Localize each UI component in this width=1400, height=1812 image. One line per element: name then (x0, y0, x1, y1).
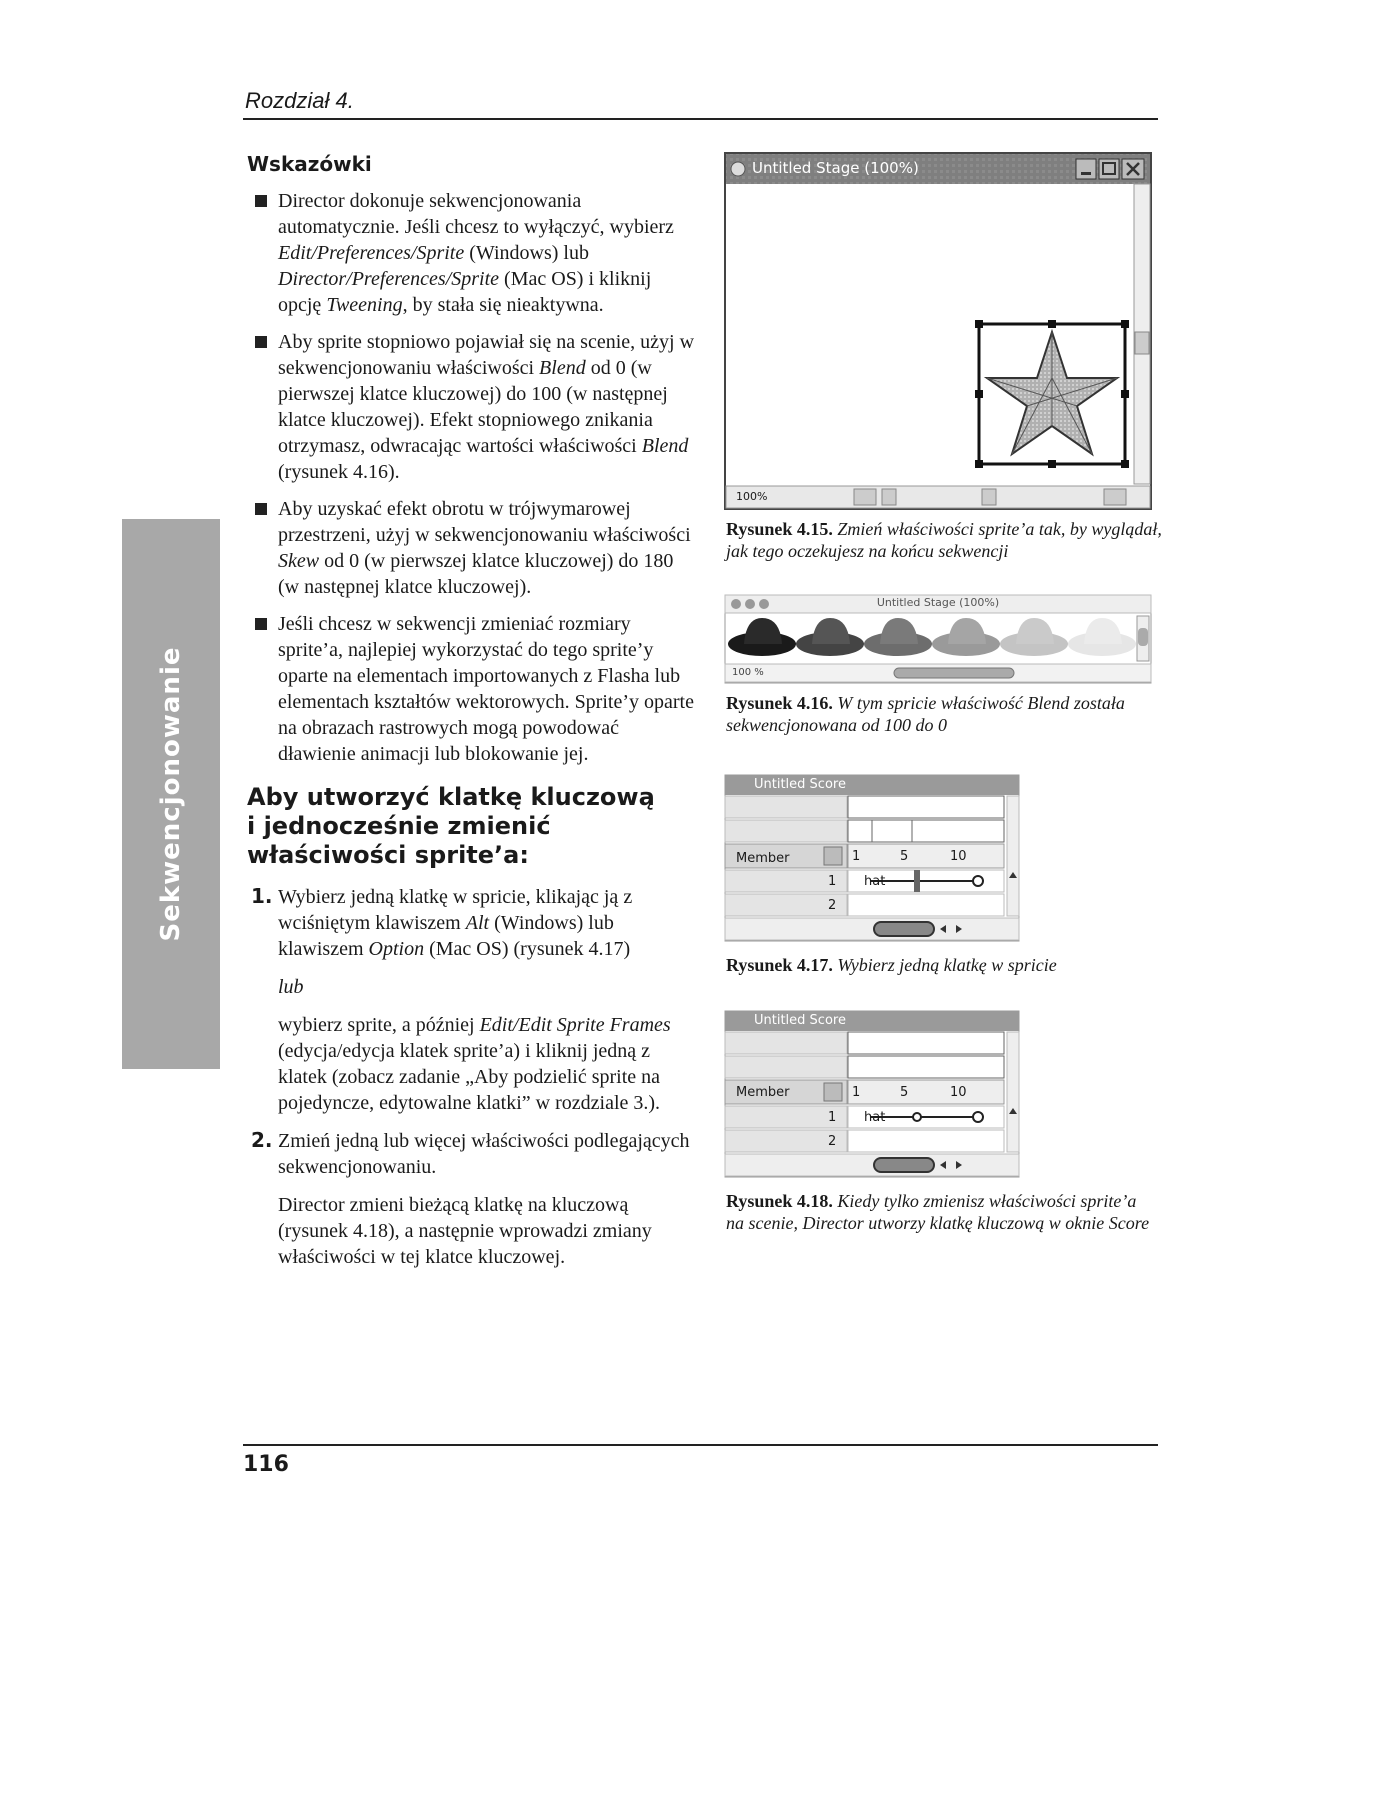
figure-4-17-caption (726, 954, 1166, 976)
step-item (247, 1128, 697, 1270)
text-run: (Windows) lub (464, 242, 589, 264)
step-number: 2. (251, 1128, 273, 1152)
caption-text: Kiedy tylko zmienisz właściwości sprite’a na scenie, Director utworzy klatkę kluczową w oknie Score (726, 1191, 1150, 1233)
window-title: Untitled Score (754, 777, 846, 792)
text-run: Zmień jedną lub więcej właściwości podlegających sekwencjonowaniu. (278, 1130, 690, 1178)
tips-list (247, 188, 697, 767)
task-heading (247, 783, 697, 870)
figure-4-15-caption (726, 518, 1166, 562)
italic-run: Edit/Preferences/Sprite (278, 242, 465, 264)
caption-label: Rysunek 4.18. (726, 1191, 833, 1211)
zoom-dropdown-button[interactable] (854, 489, 876, 505)
horizontal-scrollbar[interactable] (894, 668, 1014, 678)
footer-rule (243, 1444, 1158, 1446)
text-run: (edycja/edycja klatek sprite’a) i kliknij jedną z klatek (zobacz zadanie „Aby podzielić sprite na pojedyncze, edytowalne klatki” w rozdziale 3.). (278, 1040, 661, 1114)
member-label: Member (736, 851, 790, 866)
italic-run: Alt (465, 912, 490, 934)
step-paragraph (278, 1128, 697, 1180)
tip-item (247, 329, 697, 485)
text-run: Director zmieni bieżącą klatkę na kluczową (rysunek 4.18), a następnie wprowadzi zmiany właściwości w tej klatce kluczowej. (278, 1194, 652, 1268)
text-run: Jeśli chcesz w sekwencji zmieniać rozmiary sprite’a, najlepiej wykorzystać do tego sprite’y oparte na elementach importowanych z Flasha lub elementach kształtów wektorowych. Sprite’y oparte na obrazach rastrowych mogą powodować dławienie animacji lub blokowanie jej. (278, 613, 694, 765)
horizontal-scrollbar[interactable] (874, 922, 934, 936)
text-run: wybierz sprite, a później (278, 1014, 480, 1036)
close-button[interactable] (1122, 159, 1144, 179)
text-run: Aby uzyskać efekt obrotu w trójwymarowej przestrzeni, użyj w sekwencjonowaniu właściwości (278, 498, 691, 546)
task-heading-line: Aby utworzyć klatkę kluczową (247, 783, 655, 811)
figure-4-18-caption (726, 1190, 1156, 1234)
header-rule (243, 118, 1158, 120)
member-label: Member (736, 1085, 790, 1100)
tip-text (278, 613, 694, 765)
channel-number-1: 1 (828, 1110, 837, 1125)
bullet-square-icon (255, 195, 267, 207)
tip-text (278, 498, 691, 598)
horizontal-scrollbar[interactable] (874, 1158, 934, 1172)
section-side-tab (122, 519, 220, 1069)
page-number: 116 (243, 1452, 289, 1477)
frame-number-10: 10 (950, 849, 967, 864)
zoom-readout: 100 % (732, 667, 764, 678)
sprite-label: hat (864, 874, 886, 889)
text-run: (Mac OS) (rysunek 4.17) (424, 938, 631, 960)
bullet-square-icon (255, 336, 267, 348)
tip-item (247, 496, 697, 600)
step-paragraph (278, 1192, 697, 1270)
tips-heading: Wskazówki (247, 152, 372, 176)
bullet-square-icon (255, 618, 267, 630)
frame-number-1: 1 (852, 849, 861, 864)
text-run: (Windows) lub klawiszem (278, 912, 614, 960)
frame-number-5: 5 (900, 849, 909, 864)
channel-number-1: 1 (828, 874, 837, 889)
tip-item (247, 611, 697, 767)
tip-item (247, 188, 697, 318)
step-paragraph (278, 974, 697, 1000)
text-run: (Mac OS) i kliknij opcję (278, 268, 652, 316)
frame-number-1: 1 (852, 1085, 861, 1100)
tip-text (278, 190, 674, 316)
bullet-square-icon (255, 503, 267, 515)
italic-run: Edit/Edit Sprite Frames (479, 1014, 671, 1036)
italic-run: Option (368, 938, 425, 960)
figure-4-15-stage-window (724, 152, 1152, 510)
frame-number-5: 5 (900, 1085, 909, 1100)
tip-text (278, 331, 694, 483)
caption-text: Wybierz jedną klatkę w spricie (832, 955, 1057, 975)
caption-text: W tym spricie właściwość Blend została sekwencjonowana od 100 do 0 (726, 693, 1125, 735)
side-tab-label: Sekwencjonowanie (156, 646, 186, 942)
step-paragraph (278, 884, 697, 962)
text-run: od 0 (w pierwszej klatce kluczowej) do 180 (w następnej klatce kluczowej). (278, 550, 674, 598)
main-text-column (247, 152, 697, 1282)
zoom-readout: 100% (736, 490, 768, 503)
italic-run: Tweening (326, 294, 403, 316)
new-keyframe[interactable] (913, 1113, 921, 1121)
caption-label: Rysunek 4.17. (726, 955, 833, 975)
step-number: 1. (251, 884, 273, 908)
figure-4-18-score-window (724, 1010, 1020, 1178)
caption-label: Rysunek 4.15. (726, 519, 833, 539)
italic-run: Director/Preferences/Sprite (278, 268, 500, 290)
italic-run: Skew (278, 550, 320, 572)
task-steps (247, 884, 697, 1270)
italic-run: Blend (539, 357, 586, 379)
minimize-button[interactable] (1076, 159, 1096, 179)
task-heading-line: i jednocześnie zmienić (247, 812, 551, 840)
text-run: Aby sprite stopniowo pojawiał się na scenie, użyj w sekwencjonowaniu właściwości (278, 331, 695, 379)
italic-run: lub (278, 976, 304, 998)
frame-number-10: 10 (950, 1085, 967, 1100)
selected-frame[interactable] (914, 870, 920, 892)
figure-4-16-stage-window (724, 594, 1152, 684)
window-title: Untitled Stage (100%) (752, 159, 919, 177)
channel-number-2: 2 (828, 1134, 837, 1149)
window-title: Untitled Score (754, 1013, 846, 1028)
step-paragraph (278, 1012, 697, 1116)
window-title: Untitled Stage (100%) (876, 596, 1000, 609)
maximize-button[interactable] (1099, 159, 1119, 179)
task-heading-line: właściwości sprite’a: (247, 841, 529, 869)
text-run: Wybierz jedną klatkę w spricie, klikając ją z wciśniętym klawiszem (278, 886, 633, 934)
text-run: , by stała się nieaktywna. (402, 294, 604, 316)
sprite-label: hat (864, 1110, 886, 1125)
chapter-header: Rozdział 4. (245, 88, 354, 113)
text-run: (rysunek 4.16). (278, 461, 400, 483)
figure-4-17-score-window (724, 774, 1020, 942)
text-run: Director dokonuje sekwencjonowania automatycznie. Jeśli chcesz to wyłączyć, wybierz (278, 190, 674, 238)
caption-label: Rysunek 4.16. (726, 693, 833, 713)
channel-number-2: 2 (828, 898, 837, 913)
text-run: od 0 (w pierwszej klatce kluczowej) do 100 (w następnej klatce kluczowej). Efekt stopniowego znikania otrzymasz, odwracając wartości właściwości (278, 357, 668, 457)
step-item (247, 884, 697, 1116)
caption-text: Zmień właściwości sprite’a tak, by wyglądał, jak tego oczekujesz na końcu sekwencji (726, 519, 1162, 561)
figure-4-16-caption (726, 692, 1166, 736)
italic-run: Blend (641, 435, 689, 457)
